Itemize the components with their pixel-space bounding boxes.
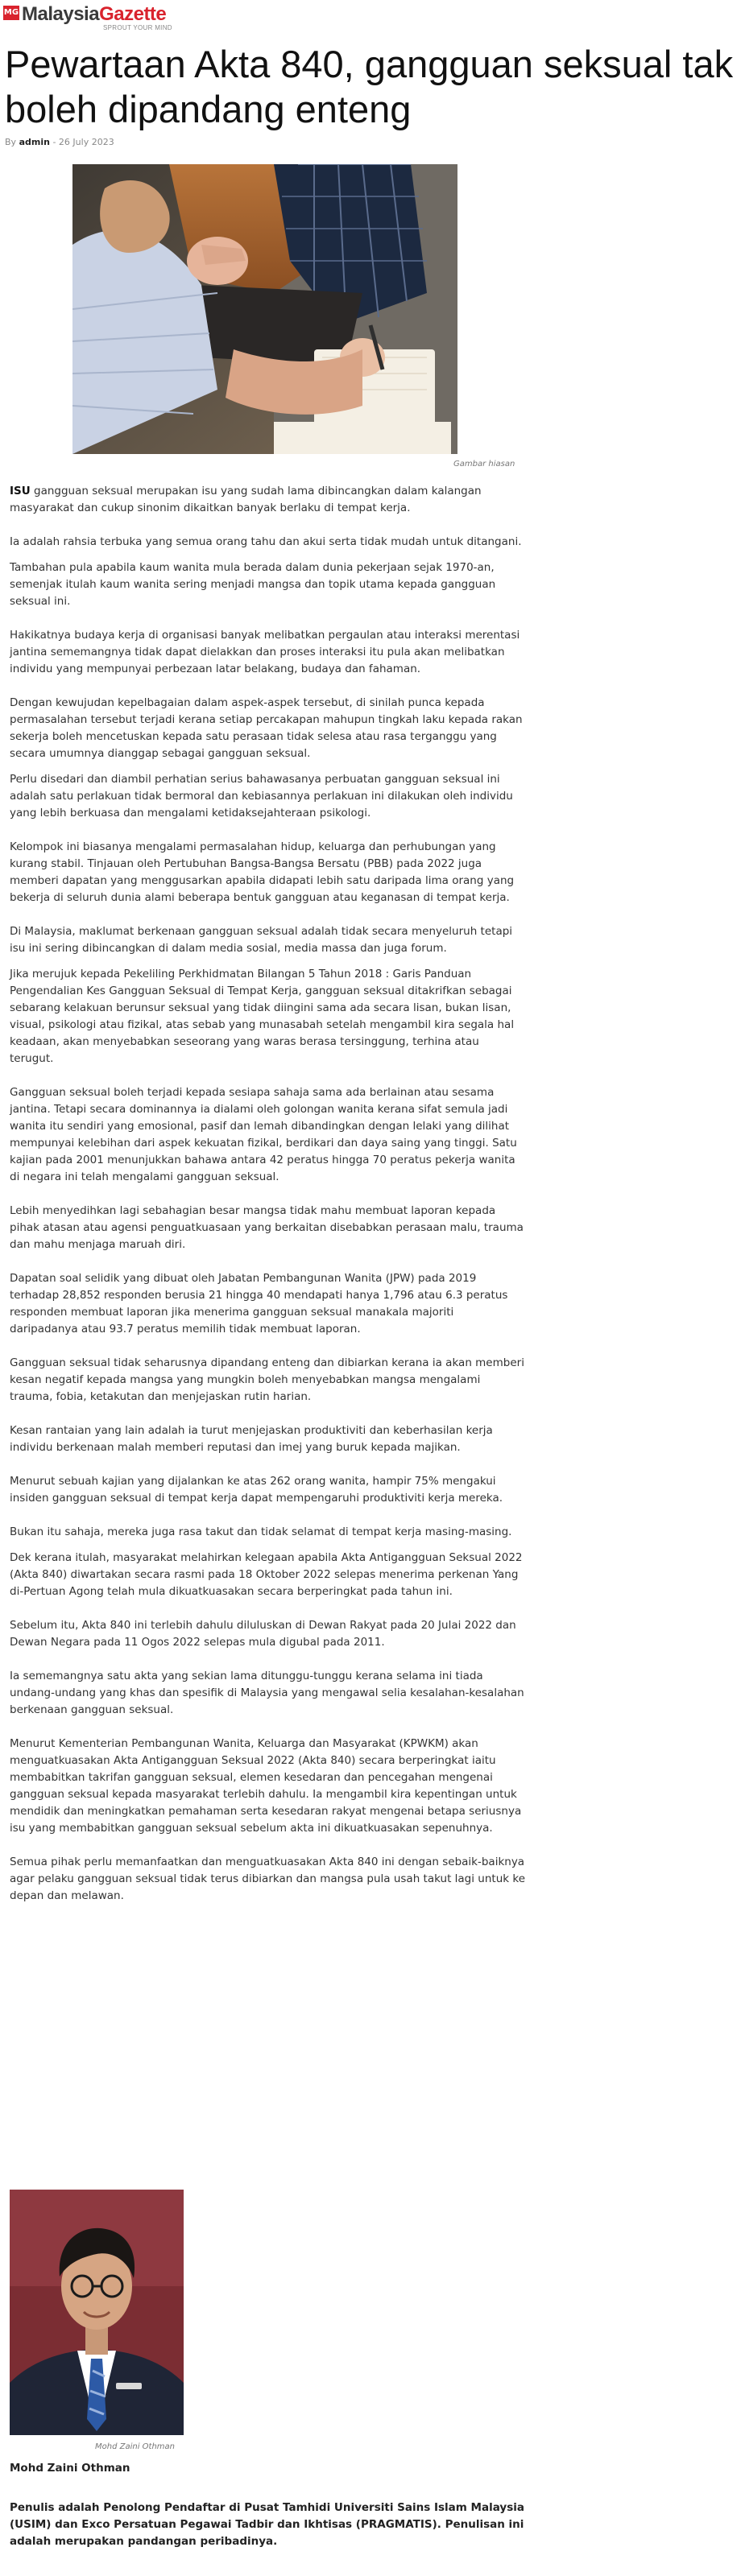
logo-badge: MG — [3, 6, 19, 20]
article-paragraph: Menurut Kementerian Pembangunan Wanita, Keluarga dan Masyarakat (KPWKM) akan menguatkuasakan Akta Antigangguan Seksual 2022 (Akta 840) secara berperingkat iaitu membabitkan takrifan gangguan seksual, elemen kesedaran dan pencegahan mengenai gangguan seksual kepada masyarakat terlebih dahulu. Ia mengambil kira kepentingan untuk mendidik dan meningkatkan pemahaman serta kesedaran rakyat mengenai betapa seriusnya isu yang membabitkan gangguan seksual sebelum akta ini dikuatkuasakan sepenuhnya. — [10, 1737, 522, 1835]
signature-bio: Penulis adalah Penolong Pendaftar di Pusat Tamhidi Universiti Sains Islam Malaysia (USIM) dan Exco Persatuan Pegawai Tadbir dan Ikhtisas (PRAGMATIS). Penulisan ini adalah merupakan pandangan peribadinya. — [10, 2501, 524, 2548]
article-paragraph: Menurut sebuah kajian yang dijalankan ke atas 262 orang wanita, hampir 75% mengakui insiden gangguan seksual di tempat kerja dapat mempengaruhi produktiviti kerja mereka. — [10, 1475, 503, 1505]
article-paragraph: Ia adalah rahsia terbuka yang semua orang tahu dan akui serta tidak mudah untuk ditangani. — [10, 535, 522, 548]
article-paragraph: Perlu disedari dan diambil perhatian serius bahawasanya perbuatan gangguan seksual ini adalah satu perlakuan tidak bermoral dan kebiasannya perlakuan ini dilakukan oleh individu yang lebih berkuasa dan mengalami ketidaksejahteraan psikologi. — [10, 773, 513, 819]
publish-date: 26 July 2023 — [58, 137, 114, 147]
logo-part-gazette: Gazette — [99, 3, 167, 25]
byline-separator: - — [52, 137, 56, 147]
logo-tagline: SPROUT YOUR MIND — [103, 24, 172, 31]
hero-illustration — [72, 164, 457, 454]
lead-paragraph — [10, 483, 525, 517]
article-paragraph: Dengan kewujudan kepelbagaian dalam aspek-aspek tersebut, di sinilah punca kepada permasalahan tersebut terjadi kerana setiap percakapan mahupun tingkah laku kepada rakan sekerja boleh mencetuskan kepada satu perasaan tidak selesa atau rasa terganggu yang secara umumnya dianggap sebagai gangguan seksual. — [10, 696, 523, 760]
article-paragraph: Kesan rantaian yang lain adalah ia turut menjejaskan produktiviti dan keberhasilan kerja individu berkenaan malah memberi reputasi dan imej yang buruk kepada majikan. — [10, 1424, 493, 1454]
article-paragraph: Lebih menyedihkan lagi sebahagian besar mangsa tidak mahu membuat laporan kepada pihak atasan atau agensi penguatkuasaan yang berkaitan disebabkan perasaan malu, trauma dan mahu menjaga maruah diri. — [10, 1204, 524, 1251]
logo-wordmark — [22, 3, 166, 26]
hero-image — [72, 164, 457, 454]
article-paragraph: Semua pihak perlu memanfaatkan dan menguatkuasakan Akta 840 ini dengan sebaik-baiknya agar pelaku gangguan seksual tidak terus dibiarkan dan mangsa pula usah takut lagi untuk ke depan dan melawan. — [10, 1856, 526, 1902]
article-paragraph: Jika merujuk kepada Pekeliling Perkhidmatan Bilangan 5 Tahun 2018 : Garis Panduan Pengendalian Kes Gangguan Seksual di Tempat Kerja, gangguan seksual ditakrifkan sebagai sebarang kelakuan berunsur seksual yang tidak diingini sama ada secara lisan, bukan lisan, visual, psikologi atau fizikal, atas sebab yang munasabah setelah mengambil kira segala hal keadaan, akan menyebabkan seseorang yang waras berasa tersinggung, terhina atau terugut. — [10, 968, 515, 1065]
article-title: Pewartaan Akta 840, gangguan seksual tak boleh dipandang enteng — [5, 43, 734, 130]
lead-text: gangguan seksual merupakan isu yang sudah lama dibincangkan dalam kalangan masyarakat dan cukup sinonim dikaitkan banyak berlaku di tempat kerja. — [10, 485, 482, 514]
article-paragraph: Hakikatnya budaya kerja di organisasi banyak melibatkan pergaulan atau interaksi merentasi jantina sememangnya tidak dapat dielakkan dan proses interaksi itu pula akan melibatkan individu yang mempunyai perbezaan latar belakang, budaya dan fahaman. — [10, 629, 520, 675]
article-body — [10, 483, 525, 1905]
article-paragraph: Dapatan soal selidik yang dibuat oleh Jabatan Pembangunan Wanita (JPW) pada 2019 terhadap 28,852 responden berusia 21 hingga 40 mendapati hanya 1,796 atau 6.3 peratus responden membuat laporan jika menerima gangguan seksual manakala majoriti daripadanya atau 93.7 peratus memilih tidak membuat laporan. — [10, 1272, 508, 1335]
author-portrait-illustration — [10, 2190, 184, 2435]
author-portrait — [10, 2190, 184, 2435]
lead-bold-word: ISU — [10, 485, 31, 497]
byline — [5, 137, 114, 147]
article-paragraph: Di Malaysia, maklumat berkenaan gangguan seksual adalah tidak secara menyeluruh tetapi isu ini sering dibincangkan di dalam media sosial, media massa dan juga forum. — [10, 925, 513, 955]
article-paragraph: Sebelum itu, Akta 840 ini terlebih dahulu diluluskan di Dewan Rakyat pada 20 Julai 2022 dan Dewan Negara pada 11 Ogos 2022 selepas mula digubal pada 2011. — [10, 1619, 516, 1649]
portrait-caption: Mohd Zaini Othman — [95, 2442, 175, 2451]
article-paragraph: Tambahan pula apabila kaum wanita mula berada dalam dunia pekerjaan sejak 1970-an, semenjak itulah kaum wanita sering menjadi mangsa dan topik utama kepada gangguan seksual ini. — [10, 561, 496, 608]
signature-name: Mohd Zaini Othman — [10, 2462, 130, 2475]
by-label: By — [5, 137, 17, 147]
author-link[interactable]: admin — [19, 137, 50, 147]
article-paragraph: Dek kerana itulah, masyarakat melahirkan kelegaan apabila Akta Antigangguan Seksual 2022 (Akta 840) diwartakan secara rasmi pada 18 Oktober 2022 selepas menerima perkenan Yang di-Pertuan Agong telah mula dikuatkuasakan secara berperingkat pada tahun ini. — [10, 1551, 523, 1598]
article-paragraph: Ia sememangnya satu akta yang sekian lama ditunggu-tunggu kerana selama ini tiada undang-undang yang khas dan spesifik di Malaysia yang mengawal selia kesalahan-kesalahan berkenaan gangguan seksual. — [10, 1670, 524, 1716]
article-paragraph: Gangguan seksual boleh terjadi kepada sesiapa sahaja sama ada berlainan atau sesama jantina. Tetapi secara dominannya ia dialami oleh golongan wanita kerana sifat semula jadi wanita itu sendiri yang emosional, pasif dan lemah dibandingkan dengan lelaki yang dilihat mempunyai kelebihan dari aspek kekuatan fizikal, berdikari dan daya saing yang tinggi. Satu kajian pada 2001 menunjukkan bahawa antara 42 peratus hingga 70 peratus pekerja wanita di negara ini telah mengalami gangguan seksual. — [10, 1086, 517, 1183]
article-paragraph: Gangguan seksual tidak seharusnya dipandang enteng dan dibiarkan kerana ia akan memberi kesan negatif kepada mangsa yang mungkin boleh menyebabkan mangsa mengalami trauma, fobia, ketakutan dan menjejaskan rutin harian. — [10, 1356, 524, 1403]
hero-caption: Gambar hiasan — [453, 460, 515, 469]
article-paragraph: Kelompok ini biasanya mengalami permasalahan hidup, keluarga dan perhubungan yang kurang stabil. Tinjauan oleh Pertubuhan Bangsa-Bangsa Bersatu (PBB) pada 2022 juga memberi dapatan yang menggusarkan apabila didapati lebih satu daripada lima orang yang bekerja di seluruh dunia alami beberapa bentuk gangguan atau keganasan di tempat kerja. — [10, 840, 515, 904]
logo-part-malaysia: Malaysia — [22, 3, 100, 25]
article-paragraph: Bukan itu sahaja, mereka juga rasa takut dan tidak selamat di tempat kerja masing-masing. — [10, 1525, 512, 1538]
